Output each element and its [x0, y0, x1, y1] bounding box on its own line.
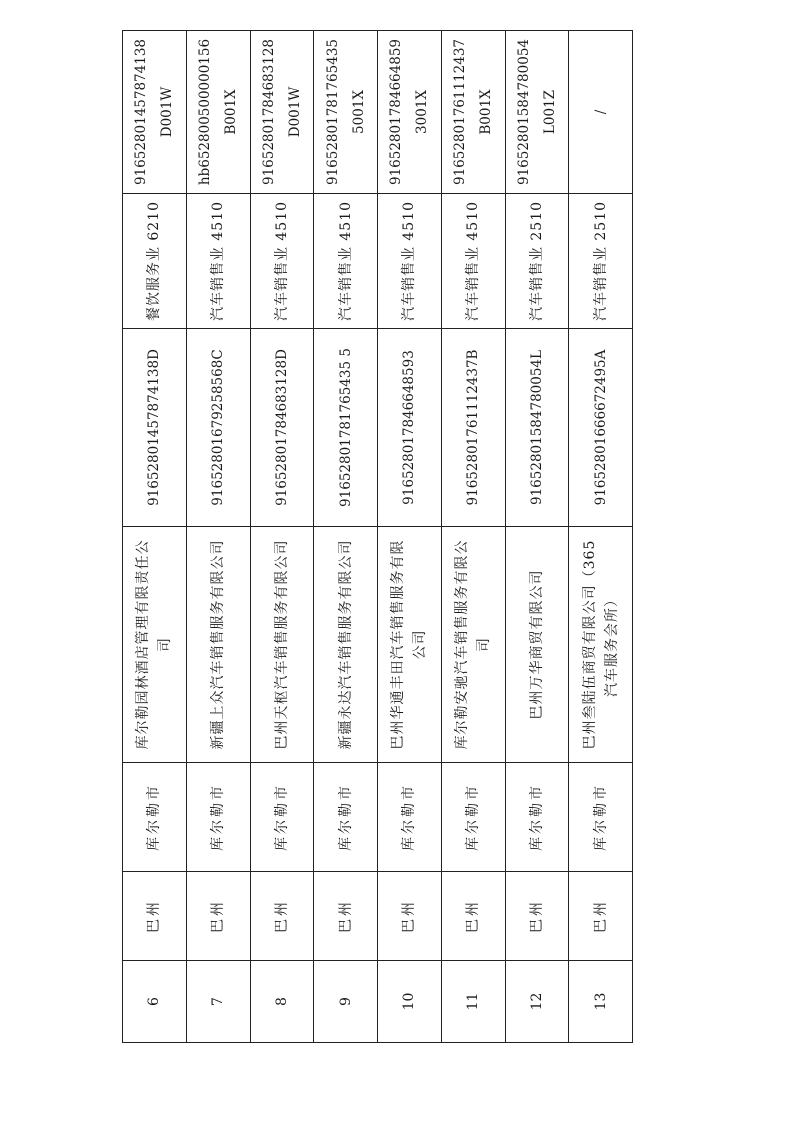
- industry-cell: 汽车销售业 4510: [186, 194, 250, 329]
- table-row: [569, 31, 633, 1043]
- company-name: 巴州天枢汽车销售服务有限公司: [250, 527, 314, 763]
- credit-code: 91652801679258568C: [186, 329, 250, 527]
- region-cell: 巴州: [505, 872, 569, 961]
- credit-code: 91652801457874138D: [123, 329, 187, 527]
- row-number: 9: [314, 961, 378, 1043]
- city-cell: 库尔勒市: [123, 763, 187, 872]
- row-number: 11: [441, 961, 505, 1043]
- city-cell: 库尔勒市: [314, 763, 378, 872]
- record-id: /: [569, 31, 633, 194]
- region-cell: 巴州: [314, 872, 378, 961]
- record-id: 91652801457874138D001W: [123, 31, 187, 194]
- row-number: 6: [123, 961, 187, 1043]
- credit-code: 916528017846648593: [378, 329, 442, 527]
- company-name: 库尔勒安驰汽车销售服务有限公司: [441, 527, 505, 763]
- table-row: [250, 31, 314, 1043]
- company-name: 新疆永达汽车销售服务有限公司: [314, 527, 378, 763]
- company-name: 巴州叁陆伍商贸有限公司（365汽车服务会所）: [569, 527, 633, 763]
- table-row: [314, 31, 378, 1043]
- credit-code: 91652801784683128D: [250, 329, 314, 527]
- region-cell: 巴州: [250, 872, 314, 961]
- city-cell: 库尔勒市: [441, 763, 505, 872]
- industry-cell: 汽车销售业 4510: [441, 194, 505, 329]
- row-number: 10: [378, 961, 442, 1043]
- industry-cell: 汽车销售业 2510: [569, 194, 633, 329]
- record-id: 91652801584780054L001Z: [505, 31, 569, 194]
- record-id: 916528017817654355001X: [314, 31, 378, 194]
- city-cell: 库尔勒市: [378, 763, 442, 872]
- credit-code: 91652801666672495A: [569, 329, 633, 527]
- credit-code: 91652801781765435 5: [314, 329, 378, 527]
- city-cell: 库尔勒市: [250, 763, 314, 872]
- record-id: 91652801784683128D001W: [250, 31, 314, 194]
- row-number: 13: [569, 961, 633, 1043]
- company-name: 库尔勒园林酒店管理有限责任公司: [123, 527, 187, 763]
- record-id: hb652800500000156B001X: [186, 31, 250, 194]
- region-cell: 巴州: [186, 872, 250, 961]
- table-row: [505, 31, 569, 1043]
- enterprise-table: [122, 30, 633, 1043]
- industry-cell: 汽车销售业 4510: [250, 194, 314, 329]
- industry-cell: 汽车销售业 4510: [314, 194, 378, 329]
- industry-cell: 汽车销售业 2510: [505, 194, 569, 329]
- row-number: 12: [505, 961, 569, 1043]
- region-cell: 巴州: [378, 872, 442, 961]
- table-row: [378, 31, 442, 1043]
- region-cell: 巴州: [441, 872, 505, 961]
- industry-cell: 餐饮服务业 6210: [123, 194, 187, 329]
- city-cell: 库尔勒市: [569, 763, 633, 872]
- region-cell: 巴州: [123, 872, 187, 961]
- company-name: 新疆上众汽车销售服务有限公司: [186, 527, 250, 763]
- row-number: 8: [250, 961, 314, 1043]
- company-name: 巴州华通丰田汽车销售服务有限公司: [378, 527, 442, 763]
- city-cell: 库尔勒市: [186, 763, 250, 872]
- credit-code: 91652801584780054L: [505, 329, 569, 527]
- row-number: 7: [186, 961, 250, 1043]
- industry-cell: 汽车销售业 4510: [378, 194, 442, 329]
- region-cell: 巴州: [569, 872, 633, 961]
- rotated-table-frame: [122, 38, 632, 1043]
- table-row: [441, 31, 505, 1043]
- record-id: 91652801761112437B001X: [441, 31, 505, 194]
- table-row: [123, 31, 187, 1043]
- record-id: 916528017846648593001X: [378, 31, 442, 194]
- table-row: [186, 31, 250, 1043]
- credit-code: 91652801761112437B: [441, 329, 505, 527]
- company-name: 巴州万华商贸有限公司: [505, 527, 569, 763]
- city-cell: 库尔勒市: [505, 763, 569, 872]
